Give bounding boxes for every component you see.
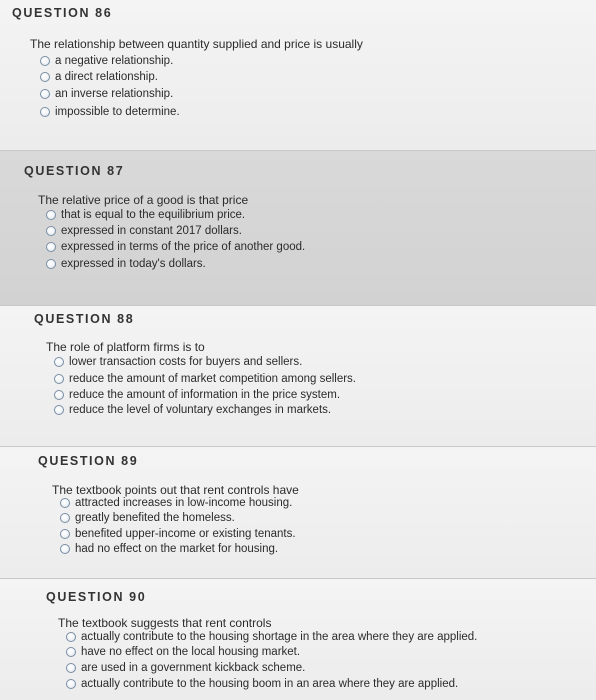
question-90-option-3[interactable] bbox=[66, 662, 305, 674]
radio-button[interactable] bbox=[54, 357, 64, 367]
radio-button[interactable] bbox=[40, 89, 50, 99]
radio-button[interactable] bbox=[40, 56, 50, 66]
question-88-option-1[interactable] bbox=[54, 356, 302, 368]
question-87-option-3[interactable] bbox=[46, 241, 305, 253]
question-90-option-4[interactable] bbox=[66, 678, 458, 690]
question-89-option-3[interactable] bbox=[60, 528, 296, 540]
option-label: expressed in constant 2017 dollars. bbox=[61, 225, 242, 237]
radio-button[interactable] bbox=[60, 498, 70, 508]
question-87-option-2[interactable] bbox=[46, 225, 242, 237]
radio-button[interactable] bbox=[54, 390, 64, 400]
option-label: have no effect on the local housing market. bbox=[81, 646, 301, 658]
question-87-option-4[interactable] bbox=[46, 258, 206, 270]
radio-button[interactable] bbox=[40, 72, 50, 82]
option-label: reduce the amount of information in the price system. bbox=[69, 389, 341, 401]
radio-button[interactable] bbox=[46, 210, 56, 220]
question-86-option-3[interactable] bbox=[40, 88, 173, 100]
radio-button[interactable] bbox=[66, 647, 76, 657]
option-label: lower transaction costs for buyers and sellers. bbox=[69, 356, 303, 368]
option-label: actually contribute to the housing boom in an area where they are applied. bbox=[81, 678, 459, 690]
radio-button[interactable] bbox=[54, 405, 64, 415]
question-90-option-1[interactable] bbox=[66, 631, 477, 643]
question-88-option-3[interactable] bbox=[54, 389, 340, 401]
option-label: reduce the level of voluntary exchanges in markets. bbox=[69, 404, 332, 416]
question-88-text: The role of platform firms is to bbox=[46, 340, 205, 354]
question-86-option-4[interactable] bbox=[40, 106, 180, 118]
question-88-option-2[interactable] bbox=[54, 373, 356, 385]
option-label: that is equal to the equilibrium price. bbox=[61, 209, 246, 221]
question-90-option-2[interactable] bbox=[66, 646, 300, 658]
radio-button[interactable] bbox=[60, 544, 70, 554]
question-87-text: The relative price of a good is that price bbox=[38, 193, 249, 207]
option-label: greatly benefited the homeless. bbox=[75, 512, 235, 524]
radio-button[interactable] bbox=[60, 529, 70, 539]
option-label: attracted increases in low-income housing. bbox=[75, 497, 293, 509]
question-86-header: QUESTION 86 bbox=[12, 6, 113, 20]
option-label: a negative relationship. bbox=[55, 55, 174, 67]
radio-button[interactable] bbox=[46, 226, 56, 236]
option-label: had no effect on the market for housing. bbox=[75, 543, 279, 555]
radio-button[interactable] bbox=[60, 513, 70, 523]
option-label: an inverse relationship. bbox=[55, 88, 174, 100]
radio-button[interactable] bbox=[46, 259, 56, 269]
question-87-header: QUESTION 87 bbox=[24, 164, 125, 178]
radio-button[interactable] bbox=[66, 663, 76, 673]
option-label: expressed in today's dollars. bbox=[61, 258, 206, 270]
option-label: are used in a government kickback scheme. bbox=[81, 662, 306, 674]
question-89-option-4[interactable] bbox=[60, 543, 278, 555]
question-88-header: QUESTION 88 bbox=[34, 312, 135, 326]
option-label: a direct relationship. bbox=[55, 71, 158, 83]
radio-button[interactable] bbox=[54, 374, 64, 384]
question-89-header: QUESTION 89 bbox=[38, 454, 139, 468]
option-label: expressed in terms of the price of another good. bbox=[61, 241, 306, 253]
question-89-option-2[interactable] bbox=[60, 512, 235, 524]
question-90-header: QUESTION 90 bbox=[46, 590, 147, 604]
question-89-text: The textbook points out that rent controls have bbox=[52, 483, 299, 497]
radio-button[interactable] bbox=[66, 679, 76, 689]
radio-button[interactable] bbox=[66, 632, 76, 642]
option-label: reduce the amount of market competition among sellers. bbox=[69, 373, 357, 385]
radio-button[interactable] bbox=[40, 107, 50, 117]
question-86-option-1[interactable] bbox=[40, 55, 173, 67]
question-87-option-1[interactable] bbox=[46, 209, 245, 221]
question-86-option-2[interactable] bbox=[40, 71, 158, 83]
radio-button[interactable] bbox=[46, 242, 56, 252]
question-90-text: The textbook suggests that rent controls bbox=[58, 616, 272, 630]
question-86-text: The relationship between quantity supplied and price is usually bbox=[30, 37, 363, 51]
option-label: impossible to determine. bbox=[55, 106, 180, 118]
question-89-option-1[interactable] bbox=[60, 497, 292, 509]
option-label: benefited upper-income or existing tenants. bbox=[75, 528, 296, 540]
option-label: actually contribute to the housing shortage in the area where they are applied. bbox=[81, 631, 478, 643]
question-88-option-4[interactable] bbox=[54, 404, 331, 416]
